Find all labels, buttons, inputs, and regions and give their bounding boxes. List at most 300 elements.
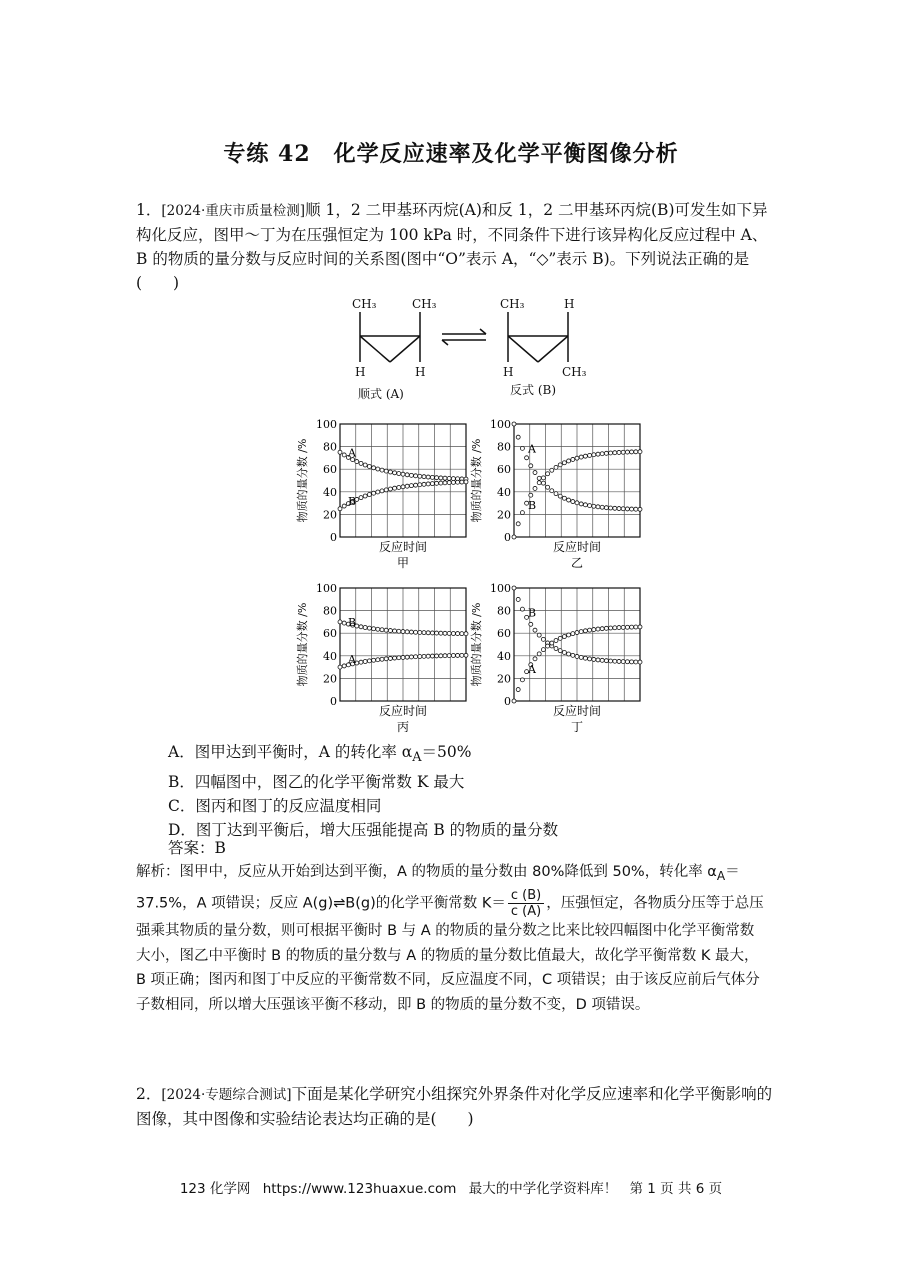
data-point <box>456 632 460 636</box>
tick-label: 0 <box>504 531 511 544</box>
data-point <box>512 586 516 590</box>
data-point <box>575 654 579 658</box>
data-point <box>562 496 566 500</box>
data-point <box>422 654 426 658</box>
data-point <box>342 504 346 508</box>
data-point <box>625 660 629 664</box>
data-point <box>592 504 596 508</box>
data-point <box>409 630 413 634</box>
tick-label: 100 <box>316 418 337 431</box>
data-point <box>367 626 371 630</box>
data-point <box>625 625 629 629</box>
analysis-text: ，压强恒定，各物质分压等于总压强乘其物质的量分数，则可根据平衡时 B 与 A 的物质的量分数之比来比较四幅图中化学平衡常数大小，图乙中平衡时 B 的物质的量分数与 A 的物质的量分数比值最大，故化学平衡常数 K 最大，B 项正确；图丙和图丁中反应的平衡常数不同，反应温度不同，C 项错误；由于该反应前后气体分子数相同，所以增大压强该平衡不移动，即 B 的物质的量分数不变，D 项错误。 <box>136 895 764 1013</box>
question-number: 1． <box>136 201 162 219</box>
data-point <box>575 456 579 460</box>
data-point <box>516 435 520 439</box>
series-label: B <box>348 615 357 629</box>
analysis-sub: A <box>716 868 726 883</box>
data-point <box>342 664 346 668</box>
data-point <box>422 475 426 479</box>
data-point <box>464 632 468 636</box>
question-text: 顺 1，2 二甲基环丙烷(A)和反 1，2 二甲基环丙烷(B)可发生如下异构化反应，图甲～丁为在压强恒定为 100 kPa 时，不同条件下进行该异构化反应过程中 A、B 的物质的量分数与反应时间的关系图(图中“O”表示 A，“◇”表示 B)。下列说法正确的是( ) <box>136 201 768 292</box>
fraction-denominator: c (A) <box>510 904 542 920</box>
data-point <box>533 471 537 475</box>
data-point <box>372 491 376 495</box>
y-axis-label: 物质的量分数 /% <box>470 438 483 523</box>
data-point <box>359 625 363 629</box>
data-point <box>621 660 625 664</box>
tick-label: 100 <box>490 582 511 595</box>
x-axis-label: 反应时间 <box>378 704 428 718</box>
data-point <box>554 492 558 496</box>
data-point <box>567 498 571 502</box>
data-point <box>393 486 397 490</box>
data-point <box>520 446 524 450</box>
data-point <box>596 452 600 456</box>
data-point <box>600 505 604 509</box>
data-point <box>613 451 617 455</box>
data-point <box>546 644 550 648</box>
data-point <box>634 507 638 511</box>
series-label: B <box>528 606 537 620</box>
tick-label: 60 <box>497 463 511 477</box>
data-point <box>596 627 600 631</box>
y-axis-label: 物质的量分数 /% <box>470 602 483 687</box>
data-point <box>537 476 541 480</box>
chart-panel <box>295 418 468 570</box>
data-point <box>409 484 413 488</box>
isomer-structure-diagram <box>340 292 610 404</box>
data-point <box>443 476 447 480</box>
data-point <box>550 468 554 472</box>
chart-title: 甲 <box>396 556 410 570</box>
series-label: B <box>348 494 357 508</box>
data-point <box>609 659 613 663</box>
answer: 答案：B <box>168 839 226 857</box>
data-point <box>541 637 545 641</box>
h-label: H <box>503 365 514 379</box>
data-point <box>604 626 608 630</box>
option-a-text: A．图甲达到平衡时，A 的转化率 α <box>168 743 413 761</box>
data-point <box>447 481 451 485</box>
data-point <box>435 481 439 485</box>
data-point <box>592 453 596 457</box>
data-point <box>376 658 380 662</box>
data-point <box>422 482 426 486</box>
option-c[interactable]: C．图丙和图丁的反应温度相同 <box>168 797 382 816</box>
data-point <box>338 665 342 669</box>
data-point <box>567 633 571 637</box>
ch3-label: CH₃ <box>562 365 587 379</box>
data-point <box>537 633 541 637</box>
data-point <box>558 463 562 467</box>
data-point <box>592 657 596 661</box>
data-point <box>554 465 558 469</box>
data-point <box>418 483 422 487</box>
data-point <box>546 472 550 476</box>
tick-label: 20 <box>323 672 337 686</box>
data-point <box>592 628 596 632</box>
data-point <box>621 507 625 511</box>
data-point <box>451 654 455 658</box>
data-point <box>363 626 367 630</box>
data-point <box>630 507 634 511</box>
series-label: B <box>528 498 537 512</box>
data-point <box>596 505 600 509</box>
data-point <box>451 480 455 484</box>
data-point <box>405 655 409 659</box>
tick-label: 80 <box>323 604 337 618</box>
fraction-numerator: c (B) <box>508 888 544 904</box>
tick-label: 20 <box>497 508 511 522</box>
data-point <box>447 631 451 635</box>
data-point <box>355 460 359 464</box>
data-point <box>359 496 363 500</box>
data-point <box>430 482 434 486</box>
data-point <box>451 631 455 635</box>
option-d[interactable]: D．图丁达到平衡后，增大压强能提高 B 的物质的量分数 <box>168 821 559 840</box>
data-point <box>516 597 520 601</box>
data-point <box>367 493 371 497</box>
data-point <box>380 489 384 493</box>
data-point <box>342 621 346 625</box>
data-point <box>617 626 621 630</box>
data-point <box>550 641 554 645</box>
tick-label: 60 <box>323 627 337 641</box>
data-point <box>541 481 545 485</box>
data-point <box>604 659 608 663</box>
data-point <box>567 652 571 656</box>
data-point <box>609 451 613 455</box>
data-point <box>393 629 397 633</box>
data-point <box>397 472 401 476</box>
data-point <box>588 657 592 661</box>
data-point <box>638 660 642 664</box>
chart-title: 乙 <box>570 556 584 570</box>
tick-label: 0 <box>504 695 511 708</box>
data-point <box>613 659 617 663</box>
data-point <box>533 628 537 632</box>
chart-title: 丁 <box>570 720 584 734</box>
tick-label: 20 <box>323 508 337 522</box>
cis-label: 顺式 (A) <box>358 387 404 401</box>
data-point <box>512 535 516 539</box>
analysis-text: ＝37.5%，A 项错误；反应 A(g)⇌B(g)的化学平衡常数 K＝ <box>136 864 740 912</box>
data-point <box>579 455 583 459</box>
data-point <box>609 626 613 630</box>
page-title: 专练 42 化学反应速率及化学平衡图像分析 <box>223 141 679 167</box>
data-point <box>525 456 529 460</box>
data-point <box>409 655 413 659</box>
tick-label: 40 <box>497 649 511 663</box>
data-point <box>435 631 439 635</box>
data-point <box>550 489 554 493</box>
data-point <box>405 630 409 634</box>
data-point <box>600 658 604 662</box>
data-point <box>558 636 562 640</box>
data-point <box>571 632 575 636</box>
question-number: 2． <box>136 1085 162 1103</box>
data-point <box>567 459 571 463</box>
data-point <box>372 466 376 470</box>
data-point <box>414 474 418 478</box>
question-2 <box>136 1082 776 1131</box>
data-point <box>579 655 583 659</box>
data-point <box>634 450 638 454</box>
data-point <box>596 658 600 662</box>
x-axis-label: 反应时间 <box>552 540 602 554</box>
data-point <box>609 506 613 510</box>
data-point <box>447 476 451 480</box>
data-point <box>613 626 617 630</box>
data-point <box>456 653 460 657</box>
data-point <box>376 490 380 494</box>
data-point <box>397 485 401 489</box>
data-point <box>418 474 422 478</box>
series-label: A <box>528 662 536 676</box>
tick-label: 40 <box>497 485 511 499</box>
footer-page: 第 1 页 共 6 页 <box>629 1181 723 1197</box>
data-point <box>405 473 409 477</box>
data-point <box>516 522 520 526</box>
data-point <box>414 483 418 487</box>
tick-label: 80 <box>497 604 511 618</box>
data-point <box>443 654 447 658</box>
option-b[interactable]: B．四幅图中，图乙的化学平衡常数 K 最大 <box>168 773 465 792</box>
data-point <box>376 467 380 471</box>
data-point <box>430 654 434 658</box>
data-point <box>439 631 443 635</box>
footer-site: 123 化学网 <box>179 1181 251 1197</box>
data-point <box>384 488 388 492</box>
footer-slogan: 最大的中学化学资料库！ <box>468 1181 618 1197</box>
data-point <box>512 699 516 703</box>
question-source: [2024·重庆市质量检测] <box>161 203 306 219</box>
chart-title: 丙 <box>396 720 410 734</box>
data-point <box>583 629 587 633</box>
data-point <box>604 451 608 455</box>
data-point <box>443 481 447 485</box>
data-point <box>554 646 558 650</box>
data-point <box>367 659 371 663</box>
x-axis-label: 反应时间 <box>552 704 602 718</box>
data-point <box>630 660 634 664</box>
data-point <box>342 453 346 457</box>
data-point <box>405 484 409 488</box>
data-point <box>422 631 426 635</box>
chart-panel <box>469 582 642 734</box>
question-source: [2024·专题综合测试] <box>161 1087 292 1103</box>
data-point <box>520 678 524 682</box>
x-axis-label: 反应时间 <box>378 540 428 554</box>
data-point <box>621 450 625 454</box>
options <box>168 740 558 842</box>
data-point <box>460 480 464 484</box>
data-point <box>529 464 533 468</box>
data-point <box>363 659 367 663</box>
data-point <box>533 657 537 661</box>
data-point <box>625 450 629 454</box>
series-label: A <box>528 442 536 456</box>
tick-label: 60 <box>497 627 511 641</box>
data-point <box>562 461 566 465</box>
ch3-label: CH₃ <box>412 297 437 311</box>
data-point <box>575 631 579 635</box>
question-text: 下面是某化学研究小组探究外界条件对化学反应速率和化学平衡影响的图像，其中图像和实验结论表达均正确的是( ) <box>136 1085 773 1128</box>
data-point <box>583 454 587 458</box>
data-point <box>397 629 401 633</box>
series-label: A <box>348 653 356 667</box>
tick-label: 100 <box>316 582 337 595</box>
data-point <box>541 476 545 480</box>
data-point <box>460 653 464 657</box>
data-point <box>359 461 363 465</box>
data-point <box>393 471 397 475</box>
data-point <box>418 630 422 634</box>
data-point <box>562 635 566 639</box>
tick-label: 80 <box>323 440 337 454</box>
data-point <box>579 502 583 506</box>
data-point <box>372 658 376 662</box>
data-point <box>401 485 405 489</box>
h-label: H <box>564 297 575 311</box>
mole-fraction-charts <box>292 414 652 764</box>
data-point <box>537 481 541 485</box>
data-point <box>541 648 545 652</box>
data-point <box>575 501 579 505</box>
data-point <box>447 654 451 658</box>
data-point <box>588 628 592 632</box>
data-point <box>363 463 367 467</box>
analysis <box>136 860 768 1017</box>
data-point <box>397 656 401 660</box>
data-point <box>617 450 621 454</box>
tick-label: 20 <box>497 672 511 686</box>
data-point <box>546 485 550 489</box>
data-point <box>464 480 468 484</box>
data-point <box>634 625 638 629</box>
option-a-tail: ＝50% <box>421 743 472 761</box>
tick-label: 0 <box>330 531 337 544</box>
data-point <box>430 631 434 635</box>
ch3-label: CH₃ <box>500 297 525 311</box>
tick-label: 40 <box>323 485 337 499</box>
option-a-sub: A <box>412 750 422 766</box>
data-point <box>630 625 634 629</box>
data-point <box>367 464 371 468</box>
data-point <box>516 688 520 692</box>
data-point <box>393 656 397 660</box>
data-point <box>418 655 422 659</box>
data-point <box>426 475 430 479</box>
data-point <box>571 653 575 657</box>
tick-label: 100 <box>490 418 511 431</box>
data-point <box>380 657 384 661</box>
y-axis-label: 物质的量分数 /% <box>296 438 309 523</box>
data-point <box>520 607 524 611</box>
data-point <box>372 627 376 631</box>
trans-label: 反式 (B) <box>510 383 556 397</box>
h-label: H <box>355 365 366 379</box>
tick-label: 80 <box>497 440 511 454</box>
data-point <box>529 622 533 626</box>
data-point <box>380 628 384 632</box>
series-label: A <box>348 446 356 460</box>
analysis-text: 解析：图甲中，反应从开始到达到平衡，A 的物质的量分数由 80%降低到 50%，转化率 α <box>136 864 717 880</box>
data-point <box>583 503 587 507</box>
data-point <box>621 625 625 629</box>
data-point <box>638 625 642 629</box>
data-point <box>558 494 562 498</box>
data-point <box>426 654 430 658</box>
data-point <box>604 506 608 510</box>
data-point <box>388 656 392 660</box>
chart-panel <box>295 582 468 734</box>
data-point <box>401 655 405 659</box>
data-point <box>533 486 537 490</box>
chart-panel <box>469 418 642 570</box>
data-point <box>388 470 392 474</box>
data-point <box>464 653 468 657</box>
data-point <box>456 480 460 484</box>
data-point <box>460 632 464 636</box>
data-point <box>617 659 621 663</box>
data-point <box>558 649 562 653</box>
data-point <box>388 629 392 633</box>
ch3-label: CH₃ <box>352 297 377 311</box>
data-point <box>439 476 443 480</box>
data-point <box>600 627 604 631</box>
data-point <box>613 506 617 510</box>
data-point <box>384 628 388 632</box>
data-point <box>638 507 642 511</box>
data-point <box>388 487 392 491</box>
data-point <box>537 652 541 656</box>
data-point <box>430 475 434 479</box>
y-axis-label: 物质的量分数 /% <box>296 602 309 687</box>
option-a[interactable] <box>168 740 558 770</box>
tick-label: 60 <box>323 463 337 477</box>
data-point <box>638 450 642 454</box>
data-point <box>338 450 342 454</box>
data-point <box>426 482 430 486</box>
data-point <box>414 655 418 659</box>
data-point <box>439 481 443 485</box>
data-point <box>625 507 629 511</box>
data-point <box>376 627 380 631</box>
data-point <box>571 457 575 461</box>
data-point <box>529 493 533 497</box>
data-point <box>588 504 592 508</box>
data-point <box>359 660 363 664</box>
data-point <box>630 450 634 454</box>
data-point <box>583 656 587 660</box>
data-point <box>384 657 388 661</box>
h-label: H <box>415 365 426 379</box>
data-point <box>435 476 439 480</box>
data-point <box>338 507 342 511</box>
data-point <box>520 511 524 515</box>
footer-url[interactable]: https://www.123huaxue.com <box>262 1181 457 1197</box>
data-point <box>435 654 439 658</box>
data-point <box>426 631 430 635</box>
data-point <box>414 630 418 634</box>
data-point <box>380 468 384 472</box>
tick-label: 0 <box>330 695 337 708</box>
data-point <box>588 453 592 457</box>
data-point <box>401 472 405 476</box>
data-point <box>554 639 558 643</box>
